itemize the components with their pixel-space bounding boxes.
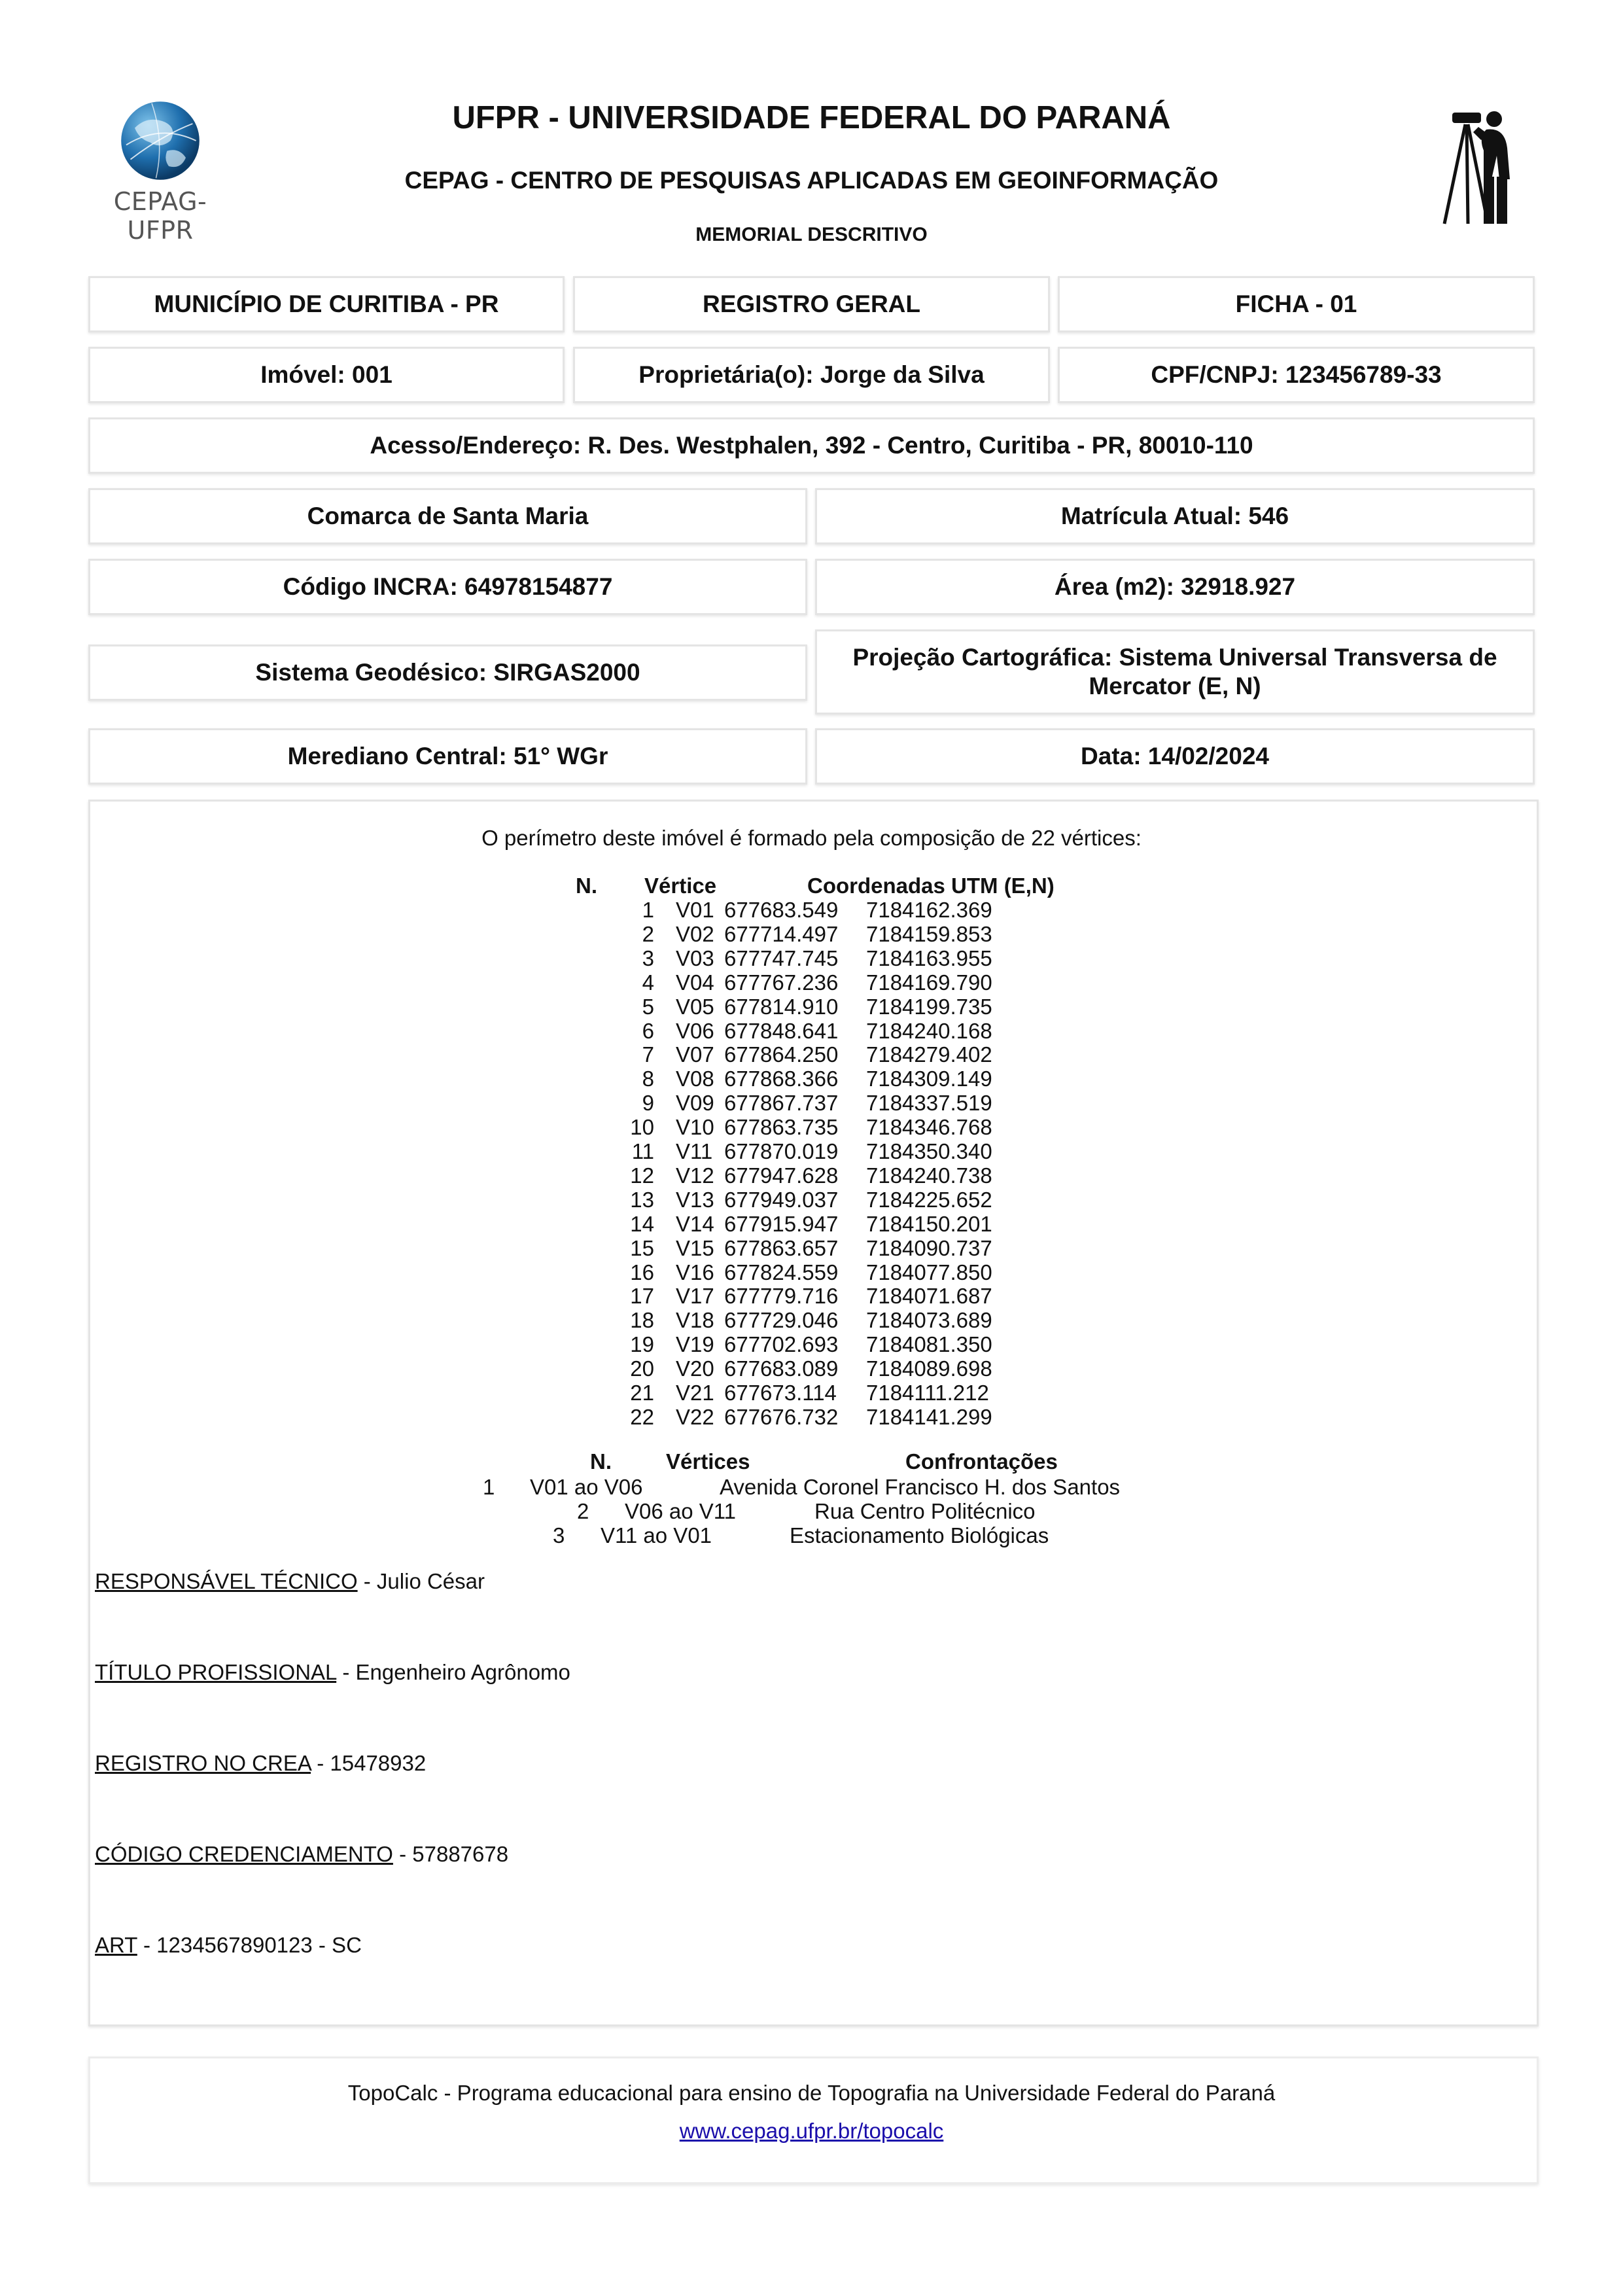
confrontacao-n: 3 — [553, 1523, 565, 1547]
responsavel-label: RESPONSÁVEL TÉCNICO — [95, 1569, 358, 1593]
vertex-number: 17 — [630, 1284, 654, 1309]
vertex-east: 677863.657 — [724, 1235, 839, 1260]
vertex-east: 677747.745 — [724, 945, 839, 970]
vertex-id: V16 — [676, 1260, 714, 1284]
confrontacao-name: Avenida Coronel Francisco H. dos Santos — [720, 1475, 1121, 1499]
vertex-number: 20 — [630, 1356, 654, 1381]
vertex-number: 15 — [630, 1235, 654, 1260]
art-label: ART — [95, 1933, 137, 1957]
vertex-row — [0, 922, 1623, 946]
vertex-north: 7184240.168 — [866, 1018, 992, 1043]
vertex-number: 2 — [642, 921, 654, 946]
titulo-label: TÍTULO PROFISSIONAL — [95, 1660, 337, 1684]
vertex-east: 677676.732 — [724, 1404, 839, 1429]
vertex-row — [0, 1163, 1623, 1188]
vertex-east: 677814.910 — [724, 994, 839, 1019]
vertex-id: V14 — [676, 1211, 714, 1236]
vertex-id: V19 — [676, 1332, 714, 1357]
vertex-id: V21 — [676, 1381, 714, 1405]
vertex-number: 9 — [642, 1091, 654, 1116]
footer-link-wrap — [0, 2119, 1623, 2144]
codigo-credenciamento — [95, 1842, 508, 1867]
vertex-east: 677729.046 — [724, 1308, 839, 1333]
confrontacao-name: Estacionamento Biológicas — [790, 1523, 1049, 1547]
vertex-id: V05 — [676, 994, 714, 1019]
vertex-number: 10 — [630, 1115, 654, 1140]
municipio-box: MUNICÍPIO DE CURITIBA - PR — [88, 276, 565, 332]
vertex-id: V09 — [676, 1091, 714, 1116]
vertex-north: 7184077.850 — [866, 1260, 992, 1284]
vertex-number: 6 — [642, 1018, 654, 1043]
vertex-row — [0, 1139, 1623, 1163]
registro-box: REGISTRO GERAL — [573, 276, 1050, 332]
vertex-east: 677714.497 — [724, 921, 839, 946]
vertices-header-coords: Coordenadas UTM (E,N) — [807, 874, 1055, 898]
vertex-id: V07 — [676, 1042, 714, 1067]
vertex-number: 16 — [630, 1260, 654, 1284]
logo-text: CEPAG-UFPR — [113, 187, 207, 245]
vertex-number: 18 — [630, 1308, 654, 1333]
vertex-north: 7184073.689 — [866, 1308, 992, 1333]
vertex-id: V15 — [676, 1235, 714, 1260]
vertex-row — [0, 1042, 1623, 1067]
vertex-id: V17 — [676, 1284, 714, 1309]
document-type: MEMORIAL DESCRITIVO — [695, 224, 928, 245]
confrontacoes-header-n: N. — [590, 1449, 612, 1474]
cpf-box: CPF/CNPJ: 123456789-33 — [1058, 347, 1535, 403]
vertex-number: 12 — [630, 1163, 654, 1188]
vertex-id: V03 — [676, 945, 714, 970]
vertex-east: 677683.089 — [724, 1356, 839, 1381]
vertex-row — [0, 1091, 1623, 1115]
vertex-id: V10 — [676, 1115, 714, 1140]
vertex-north: 7184346.768 — [866, 1115, 992, 1140]
vertex-east: 677915.947 — [724, 1211, 839, 1236]
endereco-box: Acesso/Endereço: R. Des. Westphalen, 392 - Centro, Curitiba - PR, 80010-110 — [88, 417, 1535, 474]
vertex-id: V04 — [676, 970, 714, 995]
vertex-north: 7184141.299 — [866, 1404, 992, 1429]
vertex-row — [0, 1308, 1623, 1332]
vertex-east: 677864.250 — [724, 1042, 839, 1067]
vertex-id: V11 — [676, 1139, 713, 1163]
crea-label: REGISTRO NO CREA — [95, 1751, 311, 1775]
confrontacao-n: 1 — [483, 1475, 495, 1499]
vertex-north: 7184089.698 — [866, 1356, 992, 1381]
vertex-row — [0, 1115, 1623, 1139]
confrontacoes-header-vertices: Vértices — [666, 1449, 750, 1474]
vertex-row — [0, 946, 1623, 970]
vertex-number: 22 — [630, 1404, 654, 1429]
confrontacao-n: 2 — [577, 1499, 589, 1523]
vertex-north: 7184337.519 — [866, 1091, 992, 1116]
responsavel-value: - Julio César — [357, 1569, 485, 1593]
vertex-north: 7184163.955 — [866, 945, 992, 970]
vertex-row — [0, 1188, 1623, 1212]
vertex-row — [0, 1260, 1623, 1284]
ficha-box: FICHA - 01 — [1058, 276, 1535, 332]
art-value: - 1234567890123 - SC — [137, 1933, 362, 1957]
vertex-row — [0, 1284, 1623, 1308]
vertex-east: 677949.037 — [724, 1187, 839, 1212]
vertex-id: V18 — [676, 1308, 714, 1333]
vertex-number: 7 — [642, 1042, 654, 1067]
vertex-north: 7184071.687 — [866, 1284, 992, 1309]
vertex-id: V01 — [676, 898, 714, 922]
vertex-row — [0, 1356, 1623, 1381]
vertex-north: 7184090.737 — [866, 1235, 992, 1260]
credenciamento-label: CÓDIGO CREDENCIAMENTO — [95, 1842, 393, 1866]
vertex-row — [0, 1067, 1623, 1091]
vertex-north: 7184309.149 — [866, 1067, 992, 1091]
comarca-box: Comarca de Santa Maria — [88, 488, 807, 544]
responsavel-tecnico — [95, 1569, 485, 1594]
vertex-north: 7184159.853 — [866, 921, 992, 946]
confrontacao-vertices: V01 ao V06 — [530, 1475, 643, 1499]
vertex-north: 7184169.790 — [866, 970, 992, 995]
vertex-north: 7184279.402 — [866, 1042, 992, 1067]
vertex-row — [0, 898, 1623, 922]
vertex-number: 13 — [630, 1187, 654, 1212]
vertex-id: V02 — [676, 921, 714, 946]
incra-box: Código INCRA: 64978154877 — [88, 559, 807, 615]
projecao-box: Projeção Cartográfica: Sistema Universal Transversa de Mercator (E, N) — [815, 629, 1535, 715]
vertex-row — [0, 1332, 1623, 1356]
vertex-row — [0, 1236, 1623, 1260]
matricula-box: Matrícula Atual: 546 — [815, 488, 1535, 544]
vertex-east: 677870.019 — [724, 1139, 839, 1163]
confrontacao-vertices: V11 ao V01 — [601, 1523, 712, 1547]
footer-text: TopoCalc - Programa educacional para ensino de Topografia na Universidade Federal do Paraná — [347, 2081, 1276, 2105]
vertex-number: 4 — [642, 970, 654, 995]
vertex-east: 677824.559 — [724, 1260, 839, 1284]
vertex-east: 677863.735 — [724, 1115, 839, 1140]
vertex-row — [0, 995, 1623, 1019]
credenciamento-value: - 57887678 — [393, 1842, 509, 1866]
vertex-number: 14 — [630, 1211, 654, 1236]
vertex-id: V12 — [676, 1163, 714, 1188]
vertex-row — [0, 1405, 1623, 1429]
perimetro-intro: O perímetro deste imóvel é formado pela composição de 22 vértices: — [481, 826, 1142, 850]
vertex-id: V08 — [676, 1067, 714, 1091]
vertex-north: 7184199.735 — [866, 994, 992, 1019]
vertex-id: V13 — [676, 1187, 714, 1212]
vertex-row — [0, 1381, 1623, 1405]
titulo-value: - Engenheiro Agrônomo — [336, 1660, 570, 1684]
vertex-north: 7184162.369 — [866, 898, 992, 922]
vertex-number: 11 — [631, 1139, 654, 1163]
vertex-number: 5 — [642, 994, 654, 1019]
sistema-geodesico-box: Sistema Geodésico: SIRGAS2000 — [88, 645, 807, 701]
vertex-number: 1 — [642, 898, 654, 922]
art — [95, 1933, 362, 1958]
vertices-header-n: N. — [576, 874, 597, 898]
vertex-east: 677947.628 — [724, 1163, 839, 1188]
vertex-east: 677767.236 — [724, 970, 839, 995]
area-box: Área (m2): 32918.927 — [815, 559, 1535, 615]
vertex-number: 3 — [642, 945, 654, 970]
confrontacao-name: Rua Centro Politécnico — [814, 1499, 1036, 1523]
confrontacoes-header-confrontacoes: Confrontações — [905, 1449, 1058, 1474]
vertex-row — [0, 1212, 1623, 1236]
vertex-north: 7184225.652 — [866, 1187, 992, 1212]
data-box: Data: 14/02/2024 — [815, 728, 1535, 785]
page-title: UFPR - UNIVERSIDADE FEDERAL DO PARANÁ — [452, 100, 1171, 135]
vertex-number: 8 — [642, 1067, 654, 1091]
vertex-id: V22 — [676, 1404, 714, 1429]
vertex-row — [0, 1019, 1623, 1043]
vertex-north: 7184240.738 — [866, 1163, 992, 1188]
vertex-number: 19 — [630, 1332, 654, 1357]
vertex-north: 7184350.340 — [866, 1139, 992, 1163]
meridiano-box: Merediano Central: 51° WGr — [88, 728, 807, 785]
vertex-row — [0, 970, 1623, 995]
vertex-east: 677779.716 — [724, 1284, 839, 1309]
vertex-id: V20 — [676, 1356, 714, 1381]
vertices-header-vertice: Vértice — [644, 874, 717, 898]
vertex-north: 7184081.350 — [866, 1332, 992, 1357]
vertex-north: 7184150.201 — [866, 1211, 992, 1236]
page-subtitle: CEPAG - CENTRO DE PESQUISAS APLICADAS EM GEOINFORMAÇÃO — [404, 167, 1219, 194]
vertex-number: 21 — [630, 1381, 654, 1405]
vertex-east: 677683.549 — [724, 898, 839, 922]
vertex-id: V06 — [676, 1018, 714, 1043]
titulo-profissional — [95, 1660, 570, 1685]
vertex-north: 7184111.212 — [866, 1381, 989, 1405]
footer-link[interactable]: www.cepag.ufpr.br/topocalc — [679, 2119, 944, 2143]
crea-value: - 15478932 — [311, 1751, 427, 1775]
vertex-east: 677673.114 — [724, 1381, 837, 1405]
vertex-east: 677702.693 — [724, 1332, 839, 1357]
registro-crea — [95, 1751, 426, 1776]
vertex-east: 677868.366 — [724, 1067, 839, 1091]
proprietario-box: Proprietária(o): Jorge da Silva — [573, 347, 1050, 403]
vertex-east: 677848.641 — [724, 1018, 839, 1043]
vertex-east: 677867.737 — [724, 1091, 839, 1116]
imovel-box: Imóvel: 001 — [88, 347, 565, 403]
confrontacao-vertices: V06 ao V11 — [625, 1499, 737, 1523]
